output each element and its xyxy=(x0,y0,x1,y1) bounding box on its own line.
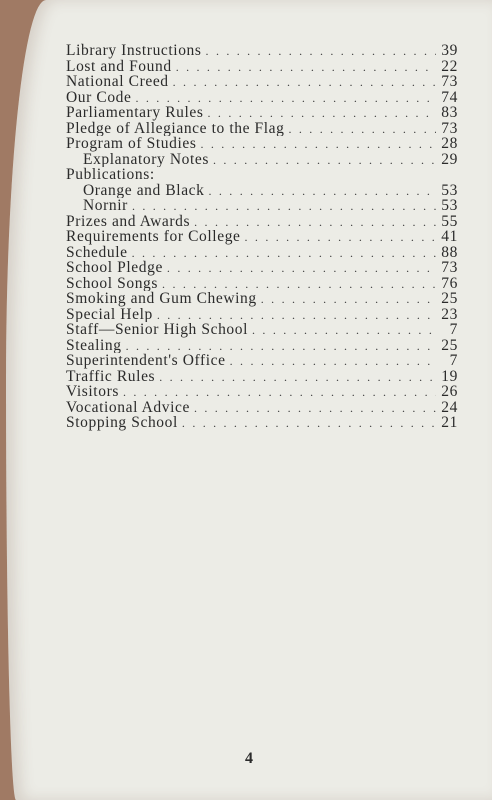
index-entry-page: 7 xyxy=(449,322,458,338)
dot-leader xyxy=(157,308,436,323)
index-entry-label: Staff—Senior High School xyxy=(66,322,249,338)
index-entry-page: 21 xyxy=(441,415,458,431)
index-entry-page: 73 xyxy=(441,120,458,136)
dot-leader xyxy=(132,246,436,261)
index-entry-label: Explanatory Notes xyxy=(83,151,209,167)
index-entry xyxy=(66,276,458,292)
index-entry xyxy=(66,415,458,431)
book-page xyxy=(6,0,492,800)
index-entry-label: Library Instructions xyxy=(66,43,202,59)
index-entry-page: 29 xyxy=(441,151,458,167)
index-entry-label: School Pledge xyxy=(66,260,163,276)
index-entry-label: Smoking and Gum Chewing xyxy=(66,291,257,307)
dot-leader xyxy=(209,184,437,199)
dot-leader xyxy=(201,137,437,152)
index-entry-label: Special Help xyxy=(66,306,153,322)
index-entry-label: Our Code xyxy=(66,89,132,105)
index-entry-label: School Songs xyxy=(66,275,159,291)
index-entry-label: Requirements for College xyxy=(66,229,241,245)
index-entry-label: Superintendent's Office xyxy=(66,353,226,369)
index-entry-label: Orange and Black xyxy=(83,182,205,198)
index-entry xyxy=(66,43,458,59)
dot-leader xyxy=(173,75,436,90)
index-entry xyxy=(66,245,458,261)
index-entry-label: Vocational Advice xyxy=(66,399,190,415)
index-entry xyxy=(66,291,458,307)
index-entry-label: Publications: xyxy=(66,167,155,183)
index-entry xyxy=(66,105,458,121)
index-entry-label: National Creed xyxy=(66,74,169,90)
dot-leader xyxy=(167,261,436,276)
index-entry xyxy=(66,167,458,183)
index-entry-label: Pledge of Allegiance to the Flag xyxy=(66,120,285,136)
dot-leader xyxy=(208,106,436,121)
dot-leader xyxy=(289,122,437,137)
index-entry-label: Traffic Rules xyxy=(66,368,156,384)
dot-leader xyxy=(132,199,436,214)
index-entry xyxy=(66,198,458,214)
index-entry xyxy=(66,369,458,385)
index-entry-page: 74 xyxy=(441,89,458,105)
index-entry-page: 24 xyxy=(441,399,458,415)
index-entry xyxy=(66,229,458,245)
dot-leader xyxy=(213,153,436,168)
index-entry xyxy=(66,59,458,75)
index-entry-page: 73 xyxy=(441,260,458,276)
dot-leader xyxy=(182,416,436,431)
page-number: 4 xyxy=(245,750,253,767)
index-entry xyxy=(66,400,458,416)
dot-leader xyxy=(159,370,436,385)
dot-leader xyxy=(230,354,436,369)
index-entry-page: 76 xyxy=(441,275,458,291)
dot-leader xyxy=(206,44,436,59)
index-entry xyxy=(66,338,458,354)
dot-leader xyxy=(261,292,436,307)
dot-leader xyxy=(123,385,436,400)
index-list xyxy=(66,43,458,431)
index-entry-page: 25 xyxy=(441,337,458,353)
index-entry-page: 39 xyxy=(441,43,458,59)
dot-leader xyxy=(162,277,436,292)
index-entry xyxy=(66,136,458,152)
dot-leader xyxy=(245,230,436,245)
dot-leader xyxy=(194,401,436,416)
index-entry-label: Nornir xyxy=(83,198,128,214)
index-entry-page: 88 xyxy=(441,244,458,260)
index-entry-page: 53 xyxy=(441,198,458,214)
index-entry-page: 26 xyxy=(441,384,458,400)
dot-leader xyxy=(252,323,436,338)
index-entry-page: 22 xyxy=(441,58,458,74)
index-entry xyxy=(66,384,458,400)
index-entry xyxy=(66,260,458,276)
index-entry xyxy=(66,152,458,168)
index-entry xyxy=(66,353,458,369)
dot-leader xyxy=(194,215,436,230)
index-entry xyxy=(66,90,458,106)
index-entry-label: Lost and Found xyxy=(66,58,172,74)
index-entry xyxy=(66,183,458,199)
index-entry xyxy=(66,322,458,338)
index-entry-label: Visitors xyxy=(66,384,119,400)
dot-leader xyxy=(126,339,436,354)
index-entry-page: 23 xyxy=(441,306,458,322)
dot-leader xyxy=(136,91,437,106)
index-entry-page: 53 xyxy=(441,182,458,198)
index-entry xyxy=(66,121,458,137)
index-entry-label: Parliamentary Rules xyxy=(66,105,204,121)
index-entry-page: 19 xyxy=(441,368,458,384)
index-entry-label: Prizes and Awards xyxy=(66,213,191,229)
index-entry-page: 28 xyxy=(441,136,458,152)
index-entry-page: 25 xyxy=(441,291,458,307)
index-entry-page: 73 xyxy=(441,74,458,90)
index-entry-label: Stopping School xyxy=(66,415,178,431)
index-entry-page: 83 xyxy=(441,105,458,121)
index-entry xyxy=(66,214,458,230)
index-entry-page: 7 xyxy=(449,353,458,369)
index-entry-label: Schedule xyxy=(66,244,128,260)
index-entry xyxy=(66,307,458,323)
index-entry xyxy=(66,74,458,90)
index-entry-page: 55 xyxy=(441,213,458,229)
index-entry-label: Stealing xyxy=(66,337,122,353)
dot-leader xyxy=(176,60,436,75)
index-entry-label: Program of Studies xyxy=(66,136,197,152)
index-entry-page: 41 xyxy=(441,229,458,245)
